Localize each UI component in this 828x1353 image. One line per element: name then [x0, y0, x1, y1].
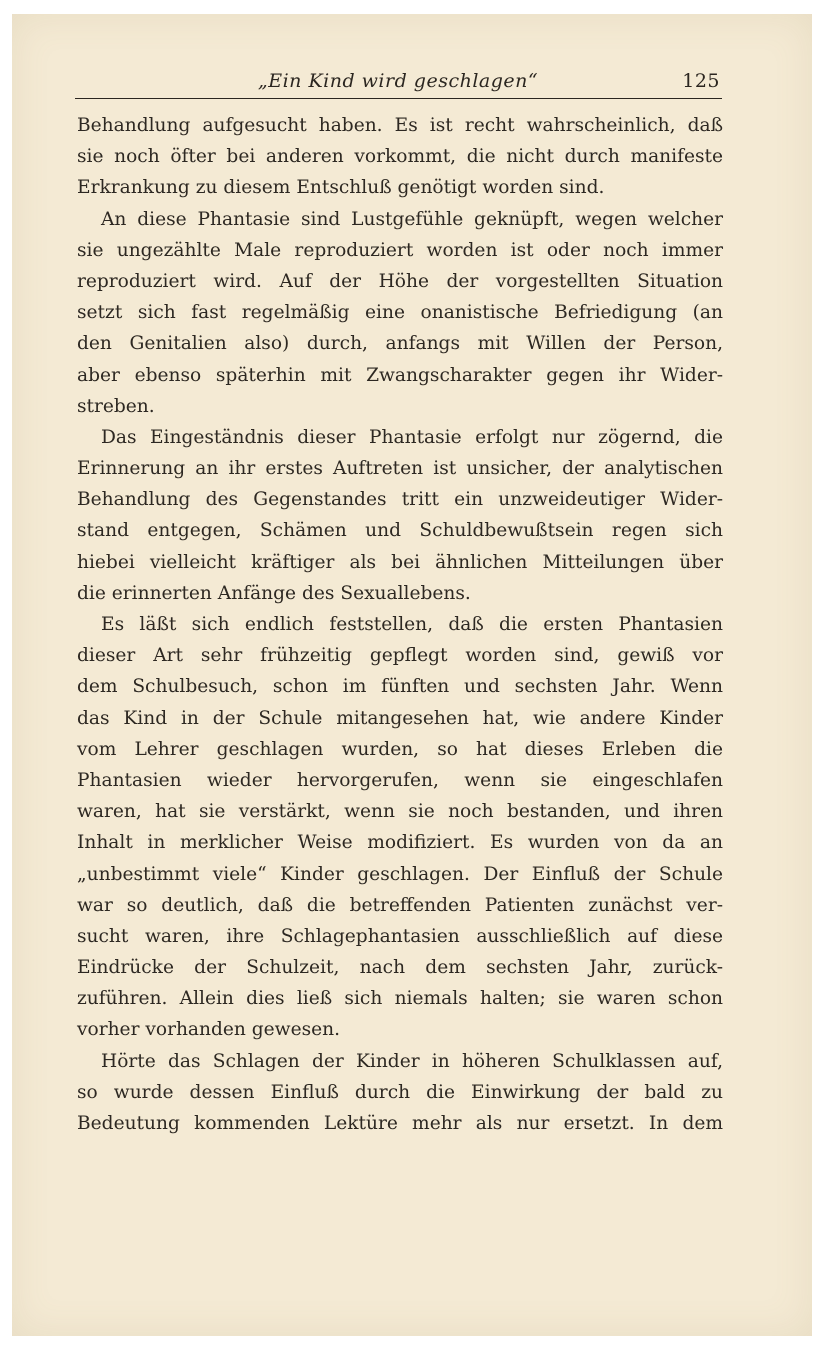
text-line: vorher vorhanden gewesen. — [77, 1019, 341, 1041]
text-line: hiebei vielleicht kräftiger als bei ähnlichen Mitteilungen über — [77, 551, 723, 573]
text-line: Bedeutung kommenden Lektüre mehr als nur ersetzt. In dem — [77, 1113, 723, 1134]
text-line: Erinnerung an ihr erstes Auftreten ist unsicher, der analytischen — [77, 458, 723, 480]
text-line: Inhalt in merklicher Weise modifiziert. Es wurden von da an — [77, 832, 723, 854]
header-rule — [75, 98, 722, 99]
text-line: Phantasien wieder hervorgerufen, wenn sie eingeschlafen — [77, 769, 723, 791]
body-text — [77, 110, 723, 1139]
running-title: „Ein Kind wird geschlagen“ — [257, 70, 539, 92]
text-line: die erinnerten Anfänge des Sexuallebens. — [77, 582, 471, 604]
text-line: Behandlung aufgesucht haben. Es ist recht wahrscheinlich, daß — [77, 115, 723, 136]
text-line: aber ebenso späterhin mit Zwangscharakter gegen ihr Wider- — [77, 364, 723, 386]
text-line: Erkrankung zu diesem Entschluß genötigt worden sind. — [77, 177, 605, 199]
text-line: den Genitalien also) durch, anfangs mit Willen der Person, — [77, 333, 723, 355]
text-line: vom Lehrer geschlagen wurden, so hat dieses Erleben die — [77, 738, 723, 760]
text-line: zuführen. Allein dies ließ sich niemals halten; sie waren schon — [77, 988, 723, 1010]
text-line: streben. — [77, 395, 155, 417]
text-line: das Kind in der Schule mitangesehen hat, wie andere Kinder — [77, 707, 723, 729]
text-line: Behandlung des Gegenstandes tritt ein unzweideutiger Wider- — [77, 489, 723, 511]
text-line: „unbestimmt viele“ Kinder geschlagen. Der Einfluß der Schule — [77, 863, 723, 885]
page-header — [76, 70, 720, 96]
page-number: 125 — [682, 70, 720, 92]
text-line: An diese Phantasie sind Lustgefühle geknüpft, wegen welcher — [101, 208, 723, 230]
text-line: sucht waren, ihre Schlagephantasien ausschließlich auf diese — [77, 925, 723, 947]
text-line: Eindrücke der Schulzeit, nach dem sechsten Jahr, zurück- — [77, 957, 723, 979]
text-line: reproduziert wird. Auf der Höhe der vorgestellten Situation — [77, 270, 723, 292]
text-line: dem Schulbesuch, schon im fünften und sechsten Jahr. Wenn — [77, 676, 723, 698]
text-line: sie noch öfter bei anderen vorkommt, die nicht durch manifeste — [77, 146, 723, 168]
text-line: so wurde dessen Einfluß durch die Einwirkung der bald zu — [77, 1081, 723, 1103]
text-line: sie ungezählte Male reproduziert worden ist oder noch immer — [77, 239, 723, 261]
text-line: Es läßt sich endlich feststellen, daß die ersten Phantasien — [101, 614, 723, 635]
text-line: waren, hat sie verstärkt, wenn sie noch bestanden, und ihren — [77, 801, 723, 823]
text-line: Das Eingeständnis dieser Phantasie erfolgt nur zögernd, die — [101, 426, 723, 448]
text-line: stand entgegen, Schämen und Schuldbewußtsein regen sich — [77, 520, 723, 542]
text-line: dieser Art sehr frühzeitig gepflegt worden sind, gewiß vor — [77, 645, 723, 667]
text-line: Hörte das Schlagen der Kinder in höheren Schulklassen auf, — [101, 1050, 723, 1072]
text-line: war so deutlich, daß die betreffenden Patienten zunächst ver- — [77, 894, 723, 916]
text-line: setzt sich fast regelmäßig eine onanistische Befriedigung (an — [77, 302, 723, 324]
